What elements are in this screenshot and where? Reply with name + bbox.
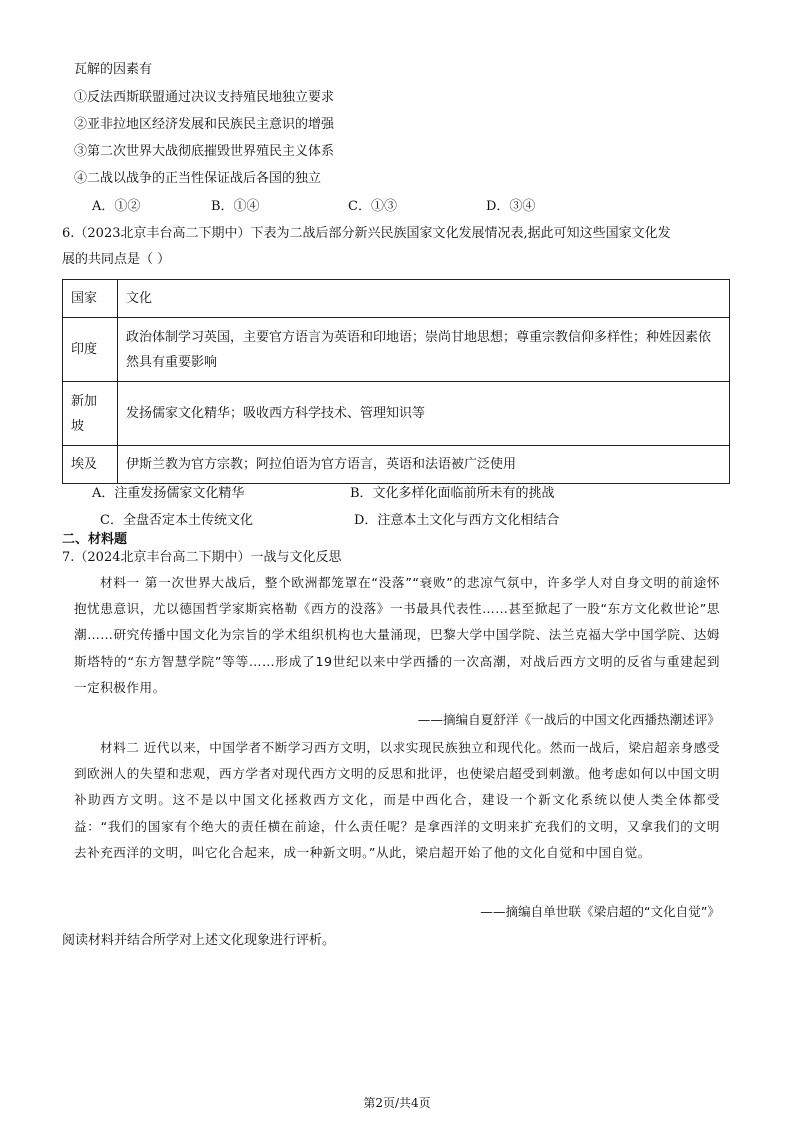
q6-option-d[interactable]: D．注意本土文化与西方文化相结合 — [354, 513, 560, 528]
q7-source-1: ——摘编自夏舒洋《一战后的中国文化西播热潮述评》 — [417, 712, 720, 727]
table-row — [63, 318, 730, 382]
q5-option-c[interactable]: C．①③ — [348, 199, 397, 214]
q5-item-2: ②亚非拉地区经济发展和民族民主意识的增强 — [74, 117, 335, 132]
table-cell-culture: 发扬儒家文化精华；吸收西方科学技术、管理知识等 — [118, 382, 730, 446]
table-cell-culture: 政治体制学习英国，主要官方语言为英语和印地语；崇尚甘地思想；尊重宗教信仰多样性；种姓因素依然具有重要影响 — [118, 318, 730, 382]
table-cell-country: 印度 — [63, 318, 118, 382]
table-cell-country: 埃及 — [63, 446, 118, 484]
table-row — [63, 382, 730, 446]
q5-option-b[interactable]: B．①④ — [211, 199, 260, 214]
table-header-row — [63, 280, 730, 318]
q6-option-c[interactable]: C．全盘否定本土传统文化 — [100, 513, 253, 528]
q6-culture-table — [62, 279, 730, 484]
q5-item-3: ③第二次世界大战彻底摧毁世界殖民主义体系 — [74, 144, 335, 159]
q7-source-2: ——摘编自单世联《梁启超的“文化自觉”》 — [480, 904, 720, 919]
q7-material-2: 材料二 近代以来，中国学者不断学习西方文明，以求实现民族独立和现代化。然而一战后，梁启超亲身感受到欧洲人的失望和悲观，西方学者对现代西方文明的反思和批评，也使梁启超受到刺激。他考虑如何以中国文明补助西方文明。这不是以中国文化拯救西方文化，而是中西化合，建设一个新文化系统以使人类全体都受益：“我们的国家有个绝大的责任横在前途，什么责任呢？是拿西洋的文明来扩充我们的文明，又拿我们的文明去补充西洋的文明，叫它化合起来，成一种新文明。”从此，梁启超开始了他的文化自觉和中国自觉。 — [74, 740, 720, 860]
section-title: 二、材料题 — [62, 532, 128, 547]
q5-stem-end: 瓦解的因素有 — [74, 62, 153, 77]
table-cell-culture: 伊斯兰教为官方宗教；阿拉伯语为官方语言，英语和法语被广泛使用 — [118, 446, 730, 484]
table-header-country: 国家 — [63, 280, 118, 318]
page-footer: 第2页/共4页 — [363, 1096, 431, 1110]
q6-stem-line1: 6.（2023北京丰台高二下期中）下表为二战后部分新兴民族国家文化发展情况表,据此可知这些国家文化发 — [62, 226, 671, 241]
q5-item-4: ④二战以战争的正当性保证战后各国的独立 — [74, 171, 322, 186]
q5-option-a[interactable]: A．①② — [92, 199, 141, 214]
q6-stem-line2: 展的共同点是（ ） — [62, 252, 171, 267]
table-row — [63, 446, 730, 484]
table-cell-country: 新加坡 — [63, 382, 118, 446]
table-header-culture: 文化 — [118, 280, 730, 318]
q6-option-b[interactable]: B．文化多样化面临前所未有的挑战 — [350, 486, 555, 501]
q7-stem: 7.（2024北京丰台高二下期中）一战与文化反思 — [62, 550, 342, 565]
q5-options — [74, 197, 720, 217]
q7-material-1: 材料一 第一次世界大战后，整个欧洲都笼罩在“没落”“衰败”的悲凉气氛中，许多学人对自身文明的前途怀抱忧患意识，尤以德国哲学家斯宾格勒《西方的没落》一书最具代表性……甚至掀起了一股“东方文化救世论”思潮……研究传播中国文化为宗旨的学术组织机构也大量涌现，巴黎大学中国学院、法兰克福大学中国学院、达姆斯塔特的“东方智慧学院”等等……形成了19世纪以来中学西播的一次高潮，对战后西方文明的反省与重建起到一定积极作用。 — [74, 575, 720, 695]
q7-task: 阅读材料并结合所学对上述文化现象进行评析。 — [62, 933, 336, 948]
q6-option-a[interactable]: A．注重发扬儒家文化精华 — [92, 486, 245, 501]
q5-item-1: ①反法西斯联盟通过决议支持殖民地独立要求 — [74, 90, 335, 105]
q5-option-d[interactable]: D．③④ — [486, 199, 536, 214]
